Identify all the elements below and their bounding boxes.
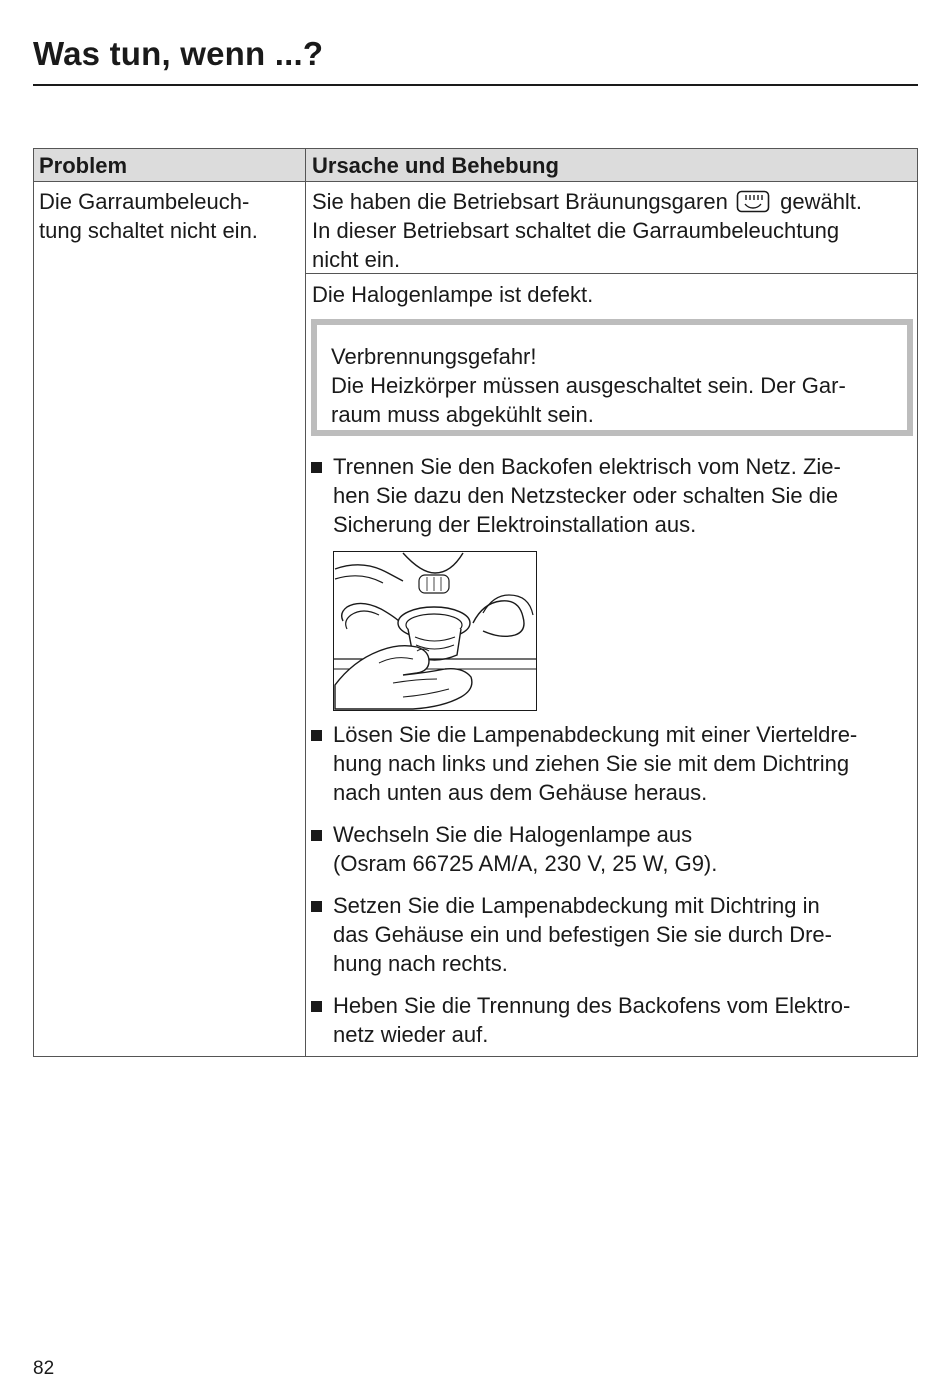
step-line: (Osram 66725 AM/A, 230 V, 25 W, G9). bbox=[333, 851, 718, 876]
step-line: Wechseln Sie die Halogenlampe aus bbox=[333, 822, 693, 847]
warning-text: Die Heizkörper müssen ausgeschaltet sein. Der Gar- bbox=[331, 373, 846, 398]
cause-cell-browning-mode bbox=[312, 187, 912, 274]
header-cause: Ursache und Behebung bbox=[312, 153, 559, 178]
troubleshooting-table bbox=[33, 148, 918, 1057]
step-line: Sicherung der Elektroinstallation aus. bbox=[333, 512, 697, 537]
step-line: das Gehäuse ein und befestigen Sie sie durch Dre- bbox=[333, 922, 832, 947]
page-number: 82 bbox=[33, 1358, 55, 1379]
cause-halogen-lamp: Die Halogenlampe ist defekt. bbox=[312, 282, 594, 307]
cause-text: gewählt. bbox=[780, 189, 863, 214]
cause-text: Sie haben die Betriebsart Bräunungsgaren bbox=[312, 189, 728, 214]
step-item bbox=[308, 820, 913, 878]
bullet-square-icon bbox=[311, 462, 322, 473]
bullet-square-icon bbox=[311, 1001, 322, 1012]
problem-cell bbox=[39, 187, 294, 245]
cause-line: In dieser Betriebsart schaltet die Garraumbeleuchtung bbox=[312, 218, 840, 243]
step-item bbox=[308, 891, 913, 978]
problem-line: Die Garraumbeleuch- bbox=[39, 189, 250, 214]
step-line: hung nach rechts. bbox=[333, 951, 508, 976]
step-line: Heben Sie die Trennung des Backofens vom Elektro- bbox=[333, 993, 851, 1018]
step-line: Lösen Sie die Lampenabdeckung mit einer Vierteldre- bbox=[333, 722, 858, 747]
step-line: hen Sie dazu den Netzstecker oder schalten Sie die bbox=[333, 483, 839, 508]
browning-mode-icon bbox=[736, 190, 770, 213]
column-divider bbox=[305, 149, 306, 1056]
step-item bbox=[308, 452, 913, 539]
step-item bbox=[308, 991, 913, 1049]
bullet-square-icon bbox=[311, 830, 322, 841]
step-item bbox=[308, 720, 913, 807]
page-title: Was tun, wenn ...? bbox=[33, 35, 324, 72]
title-rule bbox=[33, 84, 918, 86]
warning-text: raum muss abgekühlt sein. bbox=[331, 402, 594, 427]
cause-line: nicht ein. bbox=[312, 247, 401, 272]
warning-box bbox=[311, 319, 913, 436]
step-line: hung nach links und ziehen Sie sie mit dem Dichtring bbox=[333, 751, 850, 776]
step-line: Trennen Sie den Backofen elektrisch vom Netz. Zie- bbox=[333, 454, 841, 479]
step-line: netz wieder auf. bbox=[333, 1022, 489, 1047]
warning-heading: Verbrennungsgefahr! bbox=[331, 344, 537, 369]
cause-line bbox=[312, 187, 912, 216]
bullet-square-icon bbox=[311, 901, 322, 912]
header-problem: Problem bbox=[39, 153, 128, 178]
bullet-square-icon bbox=[311, 730, 322, 741]
lamp-cover-illustration bbox=[333, 551, 537, 711]
row-divider bbox=[306, 273, 917, 274]
table-header bbox=[34, 149, 917, 182]
step-line: Setzen Sie die Lampenabdeckung mit Dichtring in bbox=[333, 893, 820, 918]
problem-line: tung schaltet nicht ein. bbox=[39, 218, 258, 243]
step-line: nach unten aus dem Gehäuse heraus. bbox=[333, 780, 708, 805]
